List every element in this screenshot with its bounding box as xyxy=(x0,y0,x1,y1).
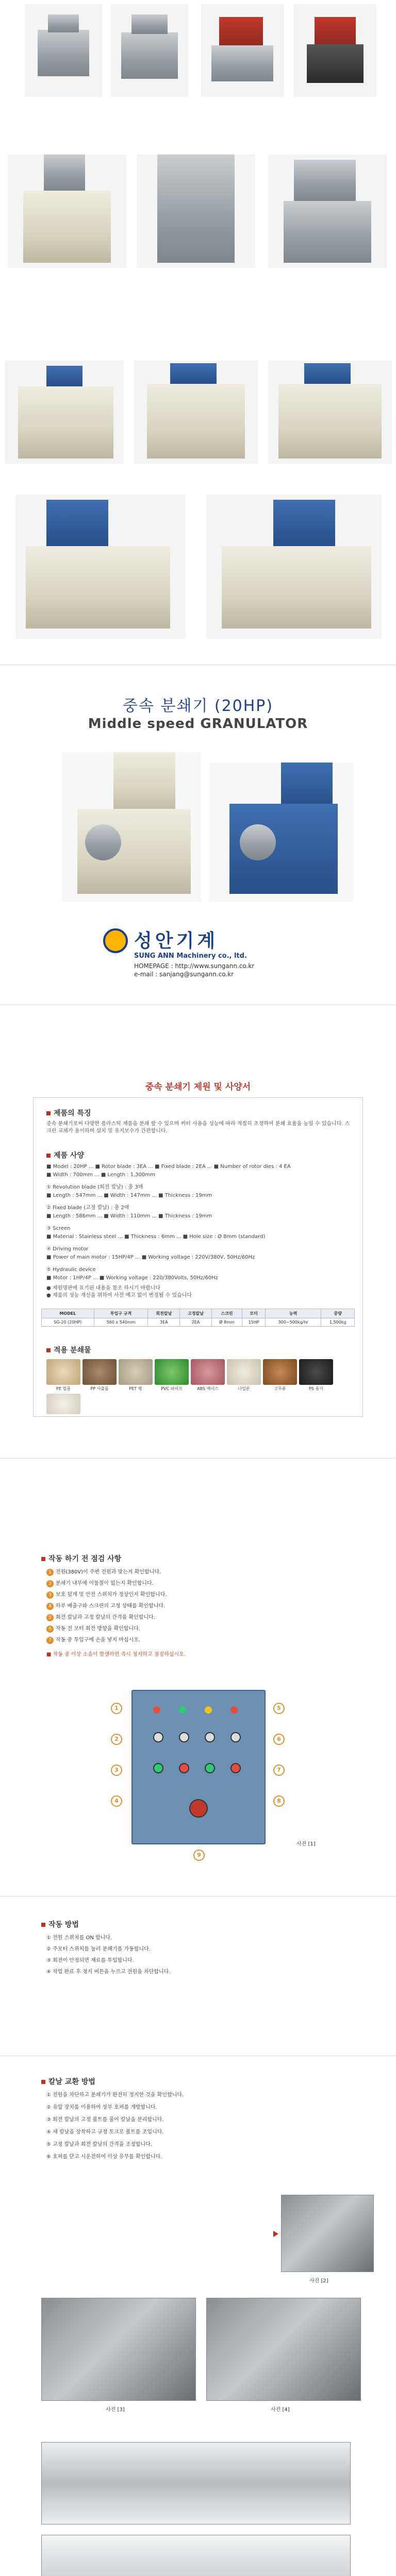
feature-text: 중속 분쇄기로써 다양한 플라스틱 제품을 분쇄 할 수 있으며 커터 사용을 성능에 따라 적절히 조정하여 분쇄 효율을 높일 수 있습니다. 스크린 교체가 용이하며 설치 및 유지보수가 간편합니다. xyxy=(46,1121,350,1134)
photo-gallery xyxy=(0,0,396,644)
table-row xyxy=(42,1318,355,1327)
spec-line: ■ Material : Stainless steel ... ■ Thickness : 6mm ... ■ Hole size : Ø 8mm (standard) xyxy=(46,1234,266,1240)
safety-heading: 작동 하기 전 점검 사항 xyxy=(41,1553,121,1564)
indicator-lamp xyxy=(205,1706,212,1714)
safety-item: 5 회전 칼날과 고정 칼날의 간격을 확인합니다. xyxy=(46,1614,356,1621)
material-swatch xyxy=(46,1394,80,1414)
table-cell: SG-20 (20HP) xyxy=(42,1318,94,1327)
indicator-lamp xyxy=(230,1706,238,1714)
blade-step: ④ 새 칼날을 장착하고 규정 토크로 볼트를 조입니다. xyxy=(46,2129,164,2135)
operation-step: ① 전원 스위치를 ON 합니다. xyxy=(46,1935,112,1941)
company-email[interactable]: e-mail : sanjang@sungann.co.kr xyxy=(134,971,234,978)
divider xyxy=(0,1458,396,1459)
machine-photo-3 xyxy=(201,4,284,97)
material-label: PE 필름 xyxy=(56,1386,71,1391)
machine-photo-9 xyxy=(134,361,258,464)
table-cell: 300~500kg/hr xyxy=(265,1318,321,1327)
callout-marker: 4 xyxy=(111,1795,122,1807)
operation-step: ④ 작업 완료 후 정지 버튼을 누르고 전원을 차단합니다. xyxy=(46,1969,171,1975)
bullet-icon xyxy=(41,2080,45,2084)
spec-line: ■ Length : 547mm ... ■ Width : 147mm ... ■ Thickness : 19mm xyxy=(46,1193,212,1198)
company-homepage[interactable]: HOMEPAGE : http://www.sungann.co.kr xyxy=(134,962,255,970)
table-header: 투입구 규격 xyxy=(94,1309,148,1318)
blade-step: ② 유압 장치를 이용하여 상부 호퍼를 개방합니다. xyxy=(46,2105,157,2110)
spec-line: ■ Motor : 1HP/4P ... ■ Working voltage : 220/380Volts, 50Hz/60Hz xyxy=(46,1275,218,1281)
blade-step: ⑤ 고정 칼날과 회전 칼날의 간격을 조정합니다. xyxy=(46,2142,153,2147)
spec-section-title: 중속 분쇄기 제원 및 사양서 xyxy=(145,1082,251,1092)
panel-knob xyxy=(205,1732,215,1742)
table-cell: 2EA xyxy=(180,1318,212,1327)
material-swatch xyxy=(119,1359,153,1385)
spec-line: ③ Screen xyxy=(46,1226,71,1231)
machine-photo-5 xyxy=(8,155,126,268)
callout-marker: 5 xyxy=(273,1703,285,1714)
product-heading: 적용 분쇄물 xyxy=(46,1345,91,1355)
machine-photo-6 xyxy=(137,155,255,268)
pointer-arrow-icon xyxy=(273,2231,278,2237)
material-label: 나일론 xyxy=(238,1386,250,1391)
material-label: 고무류 xyxy=(274,1386,286,1391)
material-label: PVC 파이프 xyxy=(161,1386,183,1391)
page-subtitle: Middle speed GRANULATOR xyxy=(88,716,308,732)
panel-knob xyxy=(179,1732,189,1742)
operation-step: ③ 회전이 안정되면 재료를 투입합니다. xyxy=(46,1958,134,1963)
blade-heading: 칼날 교환 방법 xyxy=(41,2076,95,2087)
callout-marker: 3 xyxy=(111,1765,122,1776)
blade-step: ① 전원을 차단하고 분쇄기가 완전히 정지한 것을 확인합니다. xyxy=(46,2092,184,2098)
blade-photo-3 xyxy=(41,2298,196,2401)
material-label: PP 사출품 xyxy=(90,1386,109,1391)
page-title: 중속 분쇄기 (20HP) xyxy=(122,697,274,715)
material-swatch xyxy=(191,1359,225,1385)
blade-step: ⑥ 호퍼를 닫고 시운전하여 이상 유무를 확인합니다. xyxy=(46,2154,162,2160)
bullet-icon xyxy=(46,1111,51,1115)
main-product-photo-2 xyxy=(209,762,353,902)
table-cell: 3EA xyxy=(148,1318,180,1327)
spec-line: ⑤ Hydraulic device xyxy=(46,1267,96,1273)
indicator-lamp xyxy=(153,1706,160,1714)
feature-heading: 제품의 특징 xyxy=(46,1108,91,1118)
material-swatch xyxy=(263,1359,297,1385)
panel-knob xyxy=(205,1763,215,1773)
table-cell: 15HP xyxy=(242,1318,266,1327)
company-name-kr: 성안기계 xyxy=(134,930,219,952)
table-header: 스크린 xyxy=(211,1309,242,1318)
bullet-icon xyxy=(41,1557,45,1561)
spec-line: ② Fixed blade (고정 칼날) : 총 2매 xyxy=(46,1205,129,1211)
bullet-icon xyxy=(46,1154,51,1158)
material-swatch xyxy=(227,1359,261,1385)
safety-item: 4 하부 배출구와 스크린의 고정 상태를 확인합니다. xyxy=(46,1603,356,1610)
spec-line: ① Revolution blade (회전 칼날) : 총 3매 xyxy=(46,1184,143,1190)
panel-knob xyxy=(230,1763,241,1773)
control-panel-photo xyxy=(131,1690,266,1844)
figure-caption: 사진 [2] xyxy=(309,2278,328,2284)
machine-photo-4 xyxy=(294,4,376,97)
emergency-stop-knob xyxy=(189,1799,208,1818)
operation-heading: 작동 방법 xyxy=(41,1919,79,1929)
material-label: PS 용기 xyxy=(309,1386,323,1391)
callout-marker: 9 xyxy=(193,1850,205,1861)
callout-marker: 7 xyxy=(273,1765,285,1776)
spec-line: ■ Model : 20HP ... ■ Rotor blade : 3EA ... ■ Fixed blade : 2EA ... ■ Number of rotor dies : 4 EA xyxy=(46,1164,291,1170)
spec-table xyxy=(41,1309,355,1327)
spec-note: ● 제원명판에 표기된 내용을 참조 하시기 바랍니다 xyxy=(46,1285,160,1291)
spec-line: ④ Driving motor xyxy=(46,1246,89,1252)
machine-photo-8 xyxy=(5,361,124,464)
material-swatch xyxy=(299,1359,333,1385)
callout-marker: 8 xyxy=(273,1795,285,1807)
material-swatch xyxy=(82,1359,117,1385)
bullet-icon xyxy=(46,1348,51,1352)
safety-item: 3 보호 덮개 및 안전 스위치가 정상인지 확인합니다. xyxy=(46,1591,356,1599)
callout-marker: 1 xyxy=(111,1703,122,1714)
table-header-row xyxy=(42,1309,355,1318)
machine-photo-2 xyxy=(111,4,188,97)
table-header: 회전칼날 xyxy=(148,1309,180,1318)
machine-photo-12 xyxy=(206,495,382,639)
callout-marker: 6 xyxy=(273,1734,285,1745)
table-cell: 1,500kg xyxy=(321,1318,355,1327)
spec-note: ● 제품의 성능 개선을 위하여 사전 예고 없이 변경될 수 있습니다 xyxy=(46,1293,192,1298)
company-name-en: SUNG ANN Machinery co., ltd. xyxy=(134,952,247,960)
safety-item: 7 작동 중 투입구에 손을 넣지 마십시오. xyxy=(46,1637,356,1644)
table-header: 능력 xyxy=(265,1309,321,1318)
table-cell: 560 x 540mm xyxy=(94,1318,148,1327)
operation-step: ② 주모터 스위치를 눌러 분쇄기를 가동합니다. xyxy=(46,1946,151,1952)
machine-photo-11 xyxy=(15,495,186,639)
material-swatch xyxy=(155,1359,189,1385)
blade-photo-6 xyxy=(41,2535,351,2576)
table-header: MODEL xyxy=(42,1309,94,1318)
spec-heading: 제품 사양 xyxy=(46,1150,84,1160)
main-product-photo-1 xyxy=(62,752,201,902)
panel-knob xyxy=(153,1732,163,1742)
blade-photo-2 xyxy=(281,2195,374,2272)
safety-note: ■ 작동 중 이상 소음이 발생하면 즉시 정지하고 점검하십시오. xyxy=(46,1652,186,1657)
spec-line: ■ Length : 586mm ... ■ Width : 110mm ... ■ Thickness : 19mm xyxy=(46,1213,212,1219)
panel-knob xyxy=(179,1763,189,1773)
blade-step: ③ 회전 칼날의 고정 볼트를 풀어 칼날을 분리합니다. xyxy=(46,2117,164,2123)
panel-knob xyxy=(153,1763,163,1773)
material-swatch xyxy=(46,1359,80,1385)
logo-mark-icon xyxy=(103,928,128,953)
material-label: ABS 케이스 xyxy=(197,1386,219,1391)
safety-item: 6 작동 전 모터 회전 방향을 확인합니다. xyxy=(46,1625,356,1633)
panel-knob xyxy=(230,1732,241,1742)
figure-caption: 사진 [3] xyxy=(106,2407,125,2413)
table-header: 중량 xyxy=(321,1309,355,1318)
spec-line: ■ Width : 700mm ... ■ Length : 1,300mm xyxy=(46,1172,155,1178)
spec-line: ■ Power of main motor : 15HP/4P ... ■ Working voltage : 220V/380V, 50Hz/60Hz xyxy=(46,1255,255,1260)
bullet-icon xyxy=(41,1923,45,1927)
material-label: PET 병 xyxy=(129,1386,142,1391)
figure-caption: 사진 [1] xyxy=(296,1841,316,1847)
blade-photo-5 xyxy=(41,2442,351,2524)
company-logo xyxy=(103,922,299,984)
machine-photo-10 xyxy=(268,361,392,464)
machine-photo-1 xyxy=(25,4,102,97)
table-header: 모터 xyxy=(242,1309,266,1318)
callout-marker: 2 xyxy=(111,1734,122,1745)
blade-photo-4 xyxy=(206,2298,361,2401)
safety-item: 1 전원(380V)이 주변 전원과 맞는지 확인합니다. xyxy=(46,1569,356,1576)
safety-item: 2 분쇄기 내부에 이물질이 없는지 확인합니다. xyxy=(46,1580,356,1587)
machine-photo-7 xyxy=(268,155,387,268)
figure-caption: 사진 [4] xyxy=(271,2407,290,2413)
table-cell: Ø 8mm xyxy=(211,1318,242,1327)
table-header: 고정칼날 xyxy=(180,1309,212,1318)
indicator-lamp xyxy=(179,1706,186,1714)
